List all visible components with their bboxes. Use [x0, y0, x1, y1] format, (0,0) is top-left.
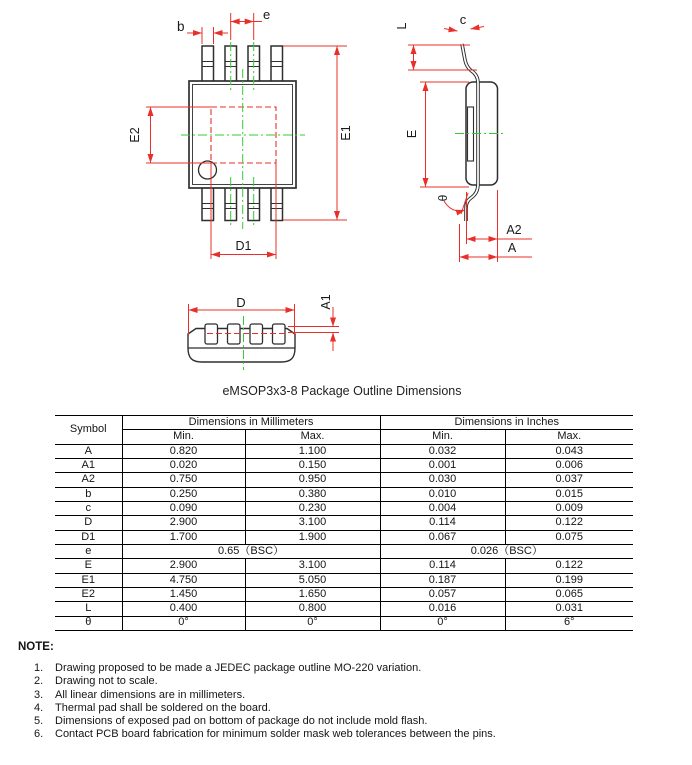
dim-label-l: L: [395, 22, 409, 30]
table-subheader-row: [55, 430, 633, 444]
dim-label-e: e: [263, 7, 271, 22]
symbol-cell: b: [55, 487, 122, 501]
header-symbol: Symbol: [55, 416, 122, 445]
symbol-cell: θ: [55, 616, 122, 630]
table-row: c 0.090 0.230 0.004 0.009: [55, 501, 633, 515]
table-row: b 0.250 0.380 0.010 0.015: [55, 487, 633, 501]
dim-label-a: A: [507, 241, 517, 255]
dimensions-table: [55, 415, 633, 631]
header-mm: Dimensions in Millimeters: [122, 416, 380, 430]
header-mm-min: Min.: [122, 430, 245, 444]
table-row: L 0.400 0.800 0.016 0.031: [55, 602, 633, 616]
package-side-view: [395, 12, 532, 262]
dim-label-e2: E2: [128, 127, 142, 143]
table-row: D 2.900 3.100 0.114 0.122: [55, 516, 633, 530]
symbol-cell: L: [55, 602, 122, 616]
front-body-bottom: [188, 348, 295, 362]
page-title: eMSOP3x3-8 Package Outline Dimensions: [222, 384, 462, 398]
package-top-view: [128, 7, 353, 259]
table-row: A 0.820 1.100 0.032 0.043: [55, 444, 633, 458]
dim-label-a2: A2: [506, 223, 522, 237]
symbol-cell: E2: [55, 587, 122, 601]
note-item: 3. All linear dimensions are in millimeters.: [34, 688, 246, 701]
table-row: A2 0.750 0.950 0.030 0.037: [55, 473, 633, 487]
header-inch-min: Min.: [380, 430, 505, 444]
dim-label-d: D: [236, 295, 246, 310]
dim-label-a1: A1: [319, 294, 333, 310]
header-inch: Dimensions in Inches: [380, 416, 633, 430]
table-row: E1 4.750 5.050 0.187 0.199: [55, 573, 633, 587]
symbol-cell: A1: [55, 458, 122, 472]
symbol-cell: E: [55, 559, 122, 573]
symbol-cell: D1: [55, 530, 122, 544]
package-front-view: [188, 294, 339, 370]
header-mm-max: Max.: [245, 430, 380, 444]
table-header-row: [55, 416, 633, 430]
note-item: 5. Dimensions of exposed pad on bottom of package do not include mold flash.: [34, 715, 428, 728]
header-inch-max: Max.: [505, 430, 633, 444]
dim-label-e1: E1: [339, 125, 353, 141]
symbol-cell: A2: [55, 473, 122, 487]
package-outline-drawing: [0, 0, 692, 380]
symbol-cell: D: [55, 516, 122, 530]
table-row: A1 0.020 0.150 0.001 0.006: [55, 458, 633, 472]
table-row: E2 1.450 1.650 0.057 0.065: [55, 587, 633, 601]
table-row: D1 1.700 1.900 0.067 0.075: [55, 530, 633, 544]
table-row: θ 0° 0° 0° 6°: [55, 616, 633, 630]
symbol-cell: c: [55, 501, 122, 515]
note-item: 1. Drawing proposed to be made a JEDEC package outline MO-220 variation.: [34, 662, 422, 674]
table-row: E 2.900 3.100 0.114 0.122: [55, 559, 633, 573]
table-row-e-bsc: e 0.65（BSC） 0.026（BSC）: [55, 544, 633, 558]
dim-label-theta: θ: [436, 194, 450, 202]
note-item: 4. Thermal pad shall be soldered on the board.: [34, 701, 271, 714]
dim-label-e-side: E: [405, 129, 419, 139]
dim-label-b: b: [177, 19, 185, 34]
note-item: 6. Contact PCB board fabrication for minimum solder mask web tolerances between the pins.: [34, 728, 496, 741]
notes-section: [18, 641, 678, 742]
symbol-cell: e: [55, 544, 122, 558]
notes-heading: NOTE:: [18, 641, 54, 653]
note-item: 2. Drawing not to scale.: [34, 675, 158, 688]
symbol-cell: A: [55, 444, 122, 458]
symbol-cell: E1: [55, 573, 122, 587]
dim-label-d1: D1: [235, 239, 252, 253]
dim-label-c: c: [459, 12, 467, 27]
